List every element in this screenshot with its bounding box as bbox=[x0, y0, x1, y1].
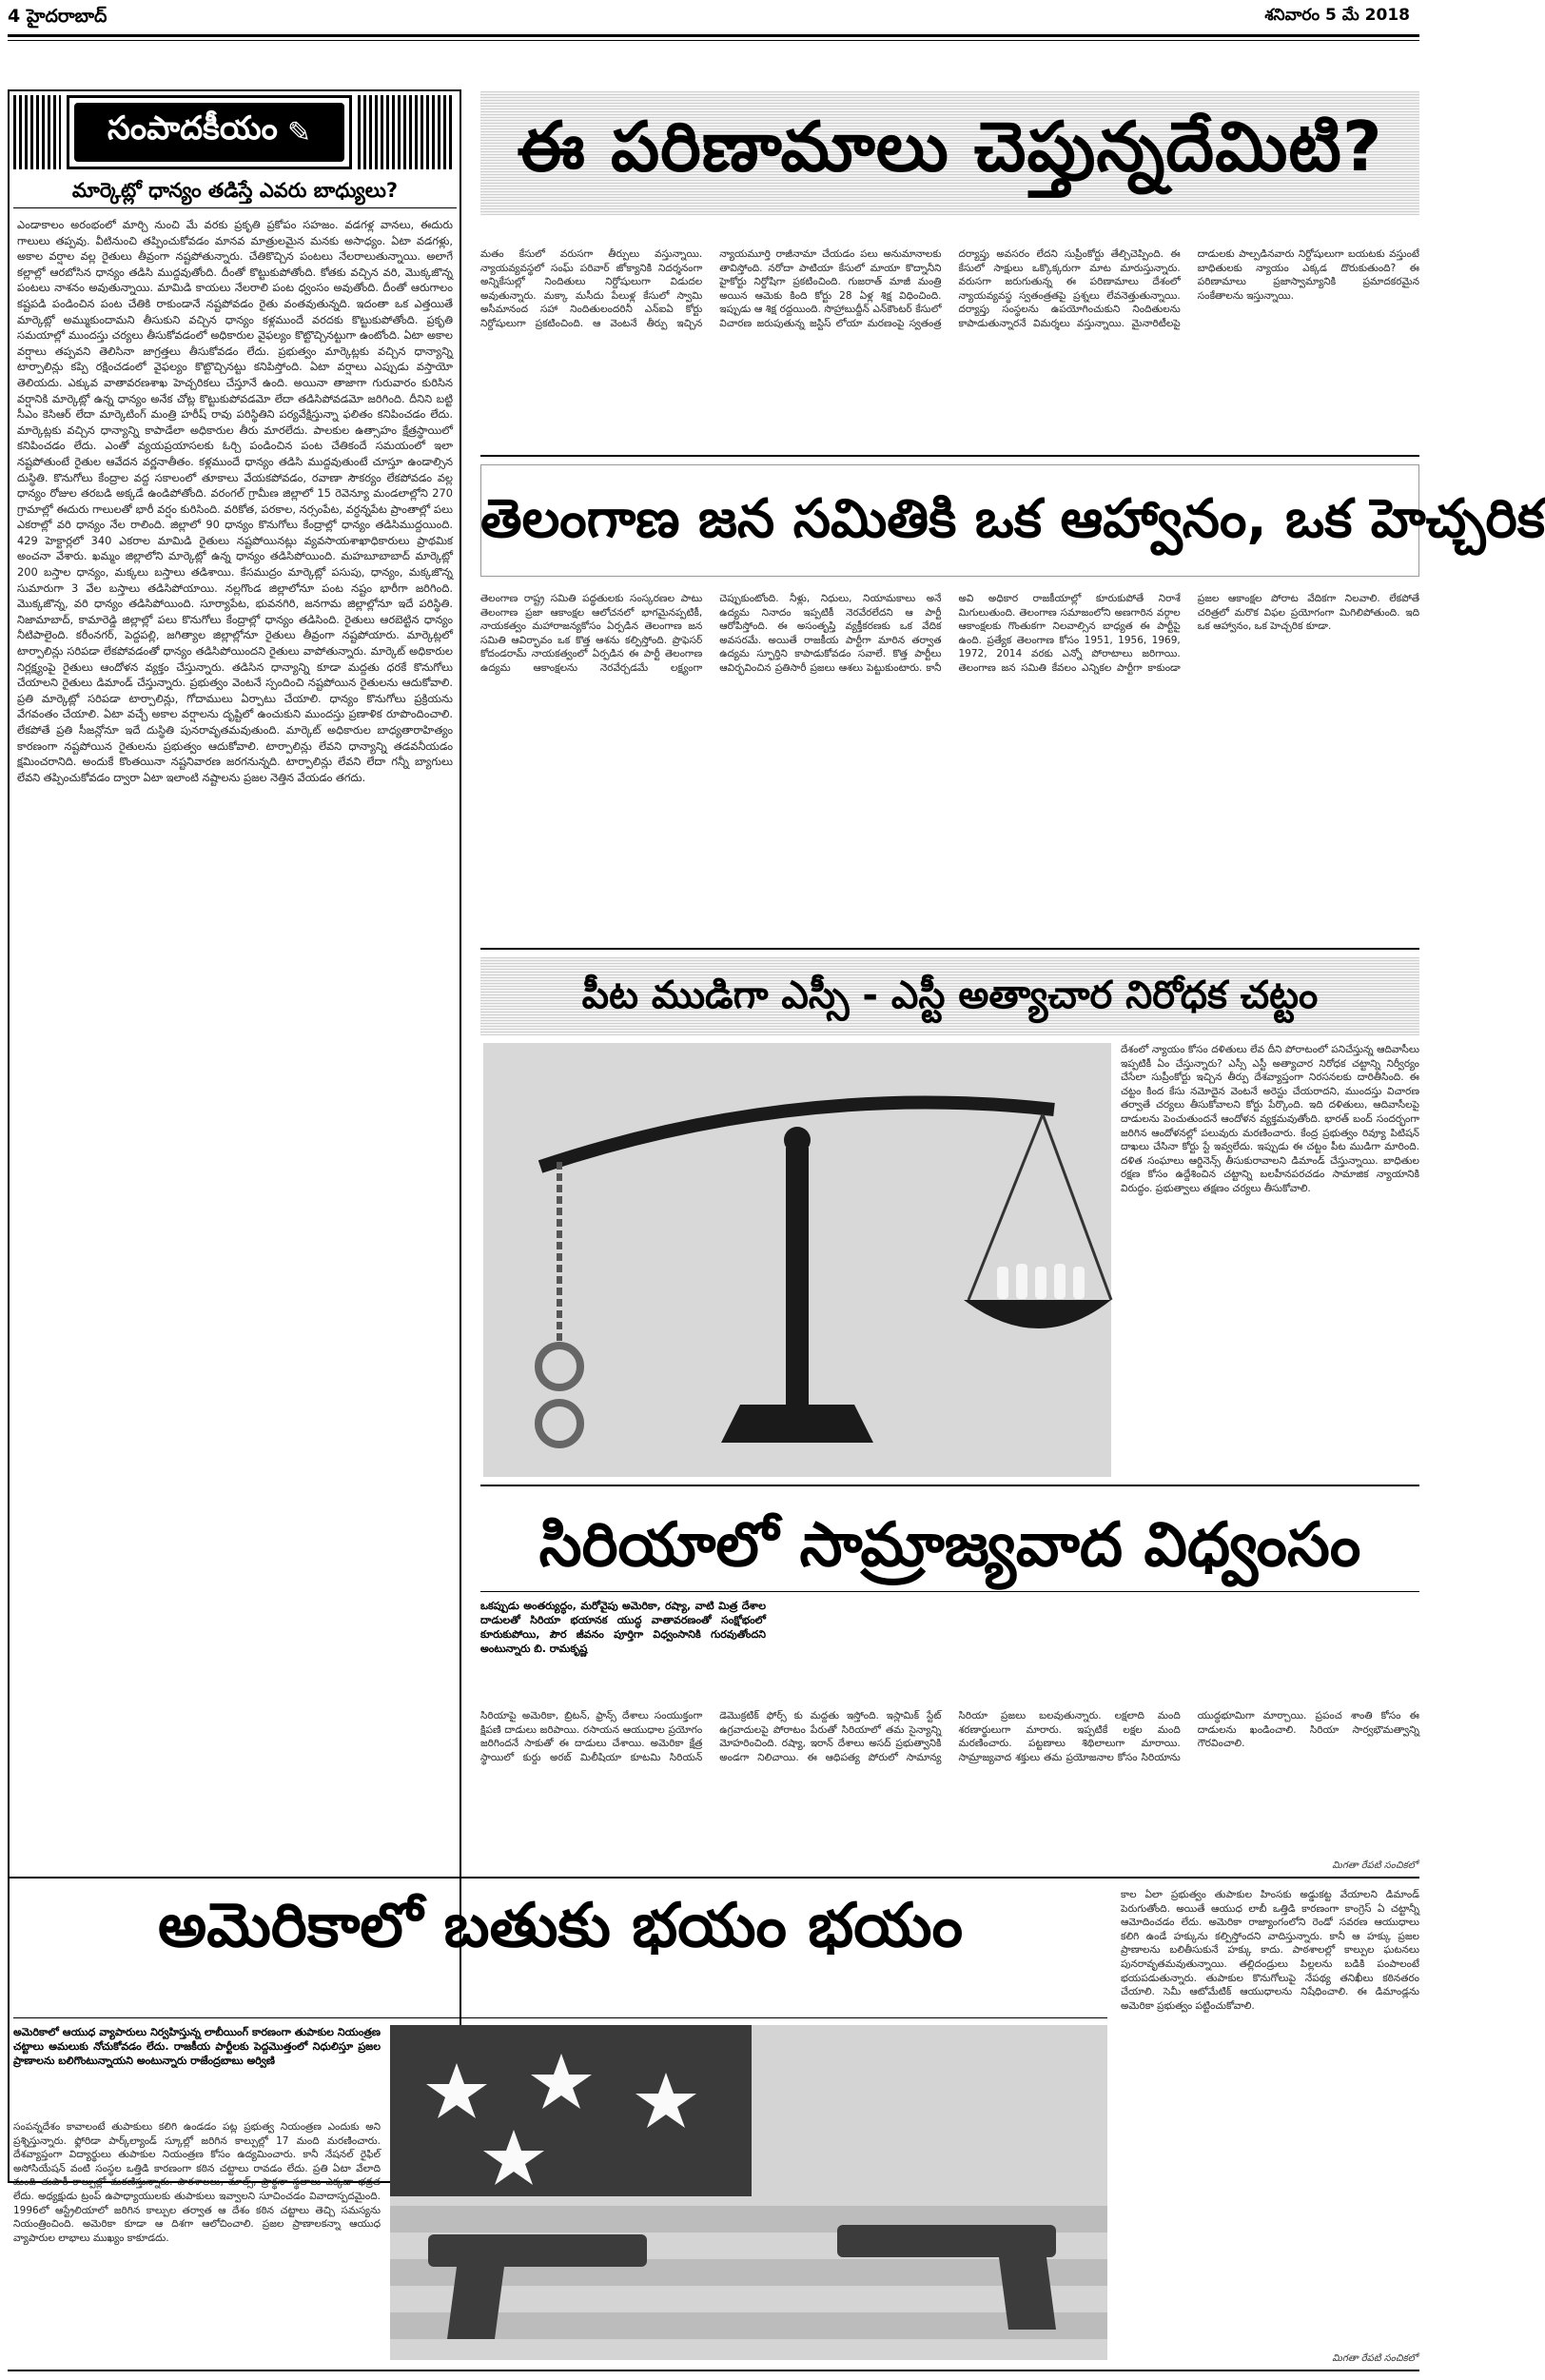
header-rule bbox=[8, 34, 1419, 37]
article4-headline: సిరియాలో సామ్రాజ్యవాద విధ్వంసం bbox=[538, 1510, 1361, 1581]
article4-headline-rule bbox=[480, 1591, 1419, 1592]
article3-bottom-rule bbox=[480, 1485, 1419, 1486]
editorial-badge-pattern bbox=[13, 95, 61, 169]
scales-of-justice-illustration bbox=[483, 1043, 1111, 1477]
handgun-flag-icon bbox=[390, 2025, 1107, 2360]
article1-bottom-rule bbox=[480, 455, 1419, 457]
header-rule-thin bbox=[8, 40, 1419, 41]
article5-continued: మిగతా రేపటి సంచికలో bbox=[1332, 2353, 1418, 2364]
scales-of-justice-icon bbox=[483, 1043, 1111, 1477]
issue-date: శనివారం 5 మే 2018 bbox=[1264, 6, 1410, 25]
article5-lead: అమెరికాలో ఆయుధ వ్యాపారులు నిర్వహిస్తున్న లాబీయింగ్ కారణంగా తుపాకుల నియంత్రణ చట్టాలు అమలుకు నోచుకోవడం లేదు. రాజకీయ పార్టీలకు పెద్దమొత్తంలో నిధులిస్తూ ప్రజల ప్రాణాలను బలిగొంటున్నాయని అంటున్నారు రాజేంద్రబాబు అర్విణి bbox=[13, 2026, 381, 2067]
editorial-headline: మార్కెట్లో ధాన్యం తడిస్తే ఎవరు బాధ్యులు? bbox=[71, 179, 399, 202]
editorial-headline-rule bbox=[13, 207, 457, 208]
editorial-body: ఎండాకాలం అరంభంలో మార్చి నుంచి మే వరకు ప్రకృతి ప్రకోపం సహజం. వడగళ్ల వానలు, ఈదురు గాలులు తప్పవు. వీటినుంచి తప్పించుకోవడం మానవ మాత్రులమైన మనకు అసాధ్యం. ఏటా వడగళ్లు, అకాల వర్షాల వల్ల రైతులు తీవ్రంగా నష్టపోతున్నారు. చేతికొచ్చిన పంటలు నేలరాలుతున్నాయి. అలాగే కల్లాల్లో ఆరబోసిన ధాన్యం తడిసి ముద్దవుతోంది. దీంతో కొట్టుకుపోతోంది. కోతకు వచ్చిన వరి, మొక్కజొన్న పంటలు నాశనం అవుతున్నాయి. మామిడి కాయలు నేలరాలి పంట ధ్వంసం అవుతోంది. దీంతో ఆరుగాలం కష్టపడి పండించిన పంట చేతికి రాకుండానే నష్టపోవడం రైతు వంతవుతున్నది. ఇదంతా ఒక ఎత్తయితే మార్కెట్లో అమ్ముకుందామని తీసుకుని వచ్చిన ధాన్యం కళ్లముందే వరదకు కొట్టుకుపోతోంది. ప్రకృతి సమయాల్లో ముందస్తు చర్యలు తీసుకోవడంలో అధికారుల వైఫల్యం కొట్టొచ్చినట్టుగా ఉంటోంది. ఏటా అకాల వర్షాలు తప్పవని తెలిసినా జాగ్రత్తలు తీసుకోవడం లేదు. ప్రభుత్వం మార్కెట్లకు వచ్చిన ధాన్యాన్ని టార్పాలిన్లు కప్పి రక్షించడంలో వైఫల్యం కొట్టొచ్చినట్టు కనిపిస్తోంది. ఏటా వర్షాలు ఎప్పుడు వస్తాయో తెలియదు. ఎక్కువ వాతావరణశాఖ హెచ్చరికలు చేస్తూనే ఉంది. అయినా తాజాగా గురువారం కురిసిన వర్షానికి మార్కెట్లో ఉన్న ధాన్యం అనేక చోట్ల కొట్టుకుపోవడమో లేదా తడిసిపోవడమో జరిగింది. దీనిని బట్టి సీఎం కెసిఆర్ లేదా మార్కెటింగ్ మంత్రి హరీష్ రావు పరిస్థితిని పర్యవేక్షిస్తున్నా ఫలితం కనిపించడం లేదు. మార్కెట్లకు వచ్చిన ధాన్యాన్ని కాపాడేలా అధికారుల తీరు మారలేదు. పాలకుల ఉత్సాహం క్షేత్రస్థాయిలో కనిపించడం లేదు. ఎంతో వ్యయప్రయాసలకు ఓర్చి పండించిన పంట చేతికందే సమయంలో ఇలా నష్టపోతుంటే రైతుల ఆవేదన వర్ణనాతీతం. కళ్లముందే ధాన్యం తడిసి ముద్దవుతుంటే చూస్తూ ఉండాల్సిన దుస్థితి. కొనుగోలు కేంద్రాల వద్ద సకాలంలో తూకాలు వేయకపోవడం, రవాణా సౌకర్యం లేకపోవడం వల్ల ధాన్యం రోజుల తరబడి అక్కడే ఉండిపోతోంది. వరంగల్ గ్రామీణ జిల్లాలో 15 రెవెన్యూ మండలాల్లోని 270 గ్రామాల్లో ఈదురు గాలులతో భారీ వర్షం కురిసింది. వరికోత, పరకాల, నర్సంపేట, వర్ధన్నపేట ప్రాంతాల్లో పలు ఎకరాల్లో వరి ధాన్యం నేల రాలింది. జిల్లాలో 90 ధాన్యం కొనుగోలు కేంద్రాల్లో ధాన్యం తడిసిముద్దయింది. 429 హెక్టార్లలో 340 ఎకరాల మామిడి రైతులు నష్టపోయినట్లు వ్యవసాయశాఖాధికారులు ప్రాథమిక అంచనా వేశారు. ఖమ్మం జిల్లాలోని మార్కెట్లో ఉన్న ధాన్యం తడిసిపోయింది. మహబూబాబాద్ మార్కెట్లో 200 బస్తాల ధాన్యం, మక్కలు బస్తాలు తడిశాయి. కేసముద్రం మార్కెట్లో పసుపు, ధాన్యం, మక్కజొన్న సుమారుగా 3 వేల బస్తాలు తడిసిపోయాయి. నల్లగొండ జిల్లాలోనూ పంట నష్టం భారీగా జరిగింది. మొక్కజొన్న, వరి ధాన్యం తడిసిపోయింది. సూర్యాపేట, భువనగిరి, జనగామ జిల్లాల్లోనూ ఇదే పరిస్థితి. నిజామాబాద్, కామారెడ్డి జిల్లాల్లో పలు కొనుగోలు కేంద్రాల్లో ధాన్యం తడిసింది. రైతులు ఆరబెట్టిన ధాన్యం నీటిపాలైంది. కరీంనగర్, పెద్దపల్లి, జగిత్యాల జిల్లాల్లోనూ రైతులు తీవ్రంగా నష్టపోయారు. మార్కెట్లలో టార్పాలిన్లు సరిపడా లేకపోవడంతో ధాన్యం తడిసిపోయిందని రైతులు వాపోతున్నారు. మార్కెట్ అధికారుల నిర్లక్ష్యంపై రైతులు ఆందోళన వ్యక్తం చేస్తున్నారు. తడిసిన ధాన్యాన్ని కూడా మద్దతు ధరకే కొనుగోలు చేయాలని రైతులు డిమాండ్ చేస్తున్నారు. ప్రభుత్వం వెంటనే స్పందించి నష్టపోయిన రైతులను ఆదుకోవాలి. ప్రతి మార్కెట్లో సరిపడా టార్పాలిన్లు, గోదాములు ఏర్పాటు చేయాలి. ధాన్యం కొనుగోలు ప్రక్రియను వేగవంతం చేయాలి. ఏటా వచ్చే అకాల వర్షాలను దృష్టిలో ఉంచుకుని ముందస్తు ప్రణాళిక రూపొందించాలి. లేకపోతే ప్రతి సీజన్లోనూ ఇదే దుస్థితి పునరావృతమవుతుంది. మార్కెట్ అధికారుల బాధ్యతారాహిత్యం కారణంగా నష్టపోయిన రైతులను ప్రభుత్వం ఆదుకోవాలి. టార్పాలిన్లు లేవని ధాన్యాన్ని తడవనీయడం క్షమించరానిది. అందుకే కొంతయినా నష్టనివారణ జరగనున్నది. టార్పాలిన్లు లేవని లేదా గన్నీ బ్యాగులు లేవని తప్పించుకోవడం ద్వారా ఏటా ఇలాంటి నష్టాలను ప్రజల నెత్తిన వేయడం తగదు. bbox=[17, 218, 453, 784]
article5-headline-rule bbox=[13, 2017, 1107, 2018]
article2-body: తెలంగాణ రాష్ట్ర సమితి పద్ధతులకు సంస్కరణల పాటు తెలంగాణ ప్రజా ఆకాంక్షల ఆలోచనలో భాగమైనప్పటికీ, నాయకత్వం మహారాజన్యకోసం ఏర్పడిన తెలంగాణ జన సమితి ఆవిర్భావం ఒక కొత్త ఆశను కల్పిస్తోంది. ప్రొఫెసర్ కోదండరామ్ నాయకత్వంలో ఏర్పడిన ఈ పార్టీ తెలంగాణ ఉద్యమ ఆకాంక్షలను నెరవేర్చడమే లక్ష్యంగా చెప్పుకుంటోంది. నీళ్లు, నిధులు, నియామకాలు అనే ఉద్యమ నినాదం ఇప్పటికీ నెరవేరలేదని ఆ పార్టీ ఆరోపిస్తోంది. ఈ అసంతృప్తి వ్యక్తీకరణకు ఒక వేదిక అవసరమే. అయితే రాజకీయ పార్టీగా మారిన తర్వాత ఉద్యమ స్ఫూర్తిని కాపాడుకోవడం సవాలే. కొత్త పార్టీలు ఆవిర్భవించిన ప్రతిసారీ ప్రజలు ఆశలు పెట్టుకుంటారు. కానీ అవి అధికార రాజకీయాల్లో కూరుకుపోతే నిరాశే మిగులుతుంది. తెలంగాణ సమాజంలోని అణగారిన వర్గాల ఆకాంక్షలకు గొంతుకగా నిలవాల్సిన బాధ్యత ఈ పార్టీపై ఉంది. ప్రత్యేక తెలంగాణ కోసం 1951, 1956, 1969, 1972, 2014 వరకు ఎన్నో పోరాటాలు జరిగాయి. తెలంగాణ జన సమితి కేవలం ఎన్నికల పార్టీగా కాకుండా ప్రజల ఆకాంక్షల పోరాట వేదికగా నిలవాలి. లేకపోతే చరిత్రలో మరొక విఫల ప్రయోగంగా మిగిలిపోతుంది. ఇది ఒక ఆహ్వానం, ఒక హెచ్చరిక కూడా. bbox=[480, 593, 1419, 674]
article1-body: మతం కేసులో వరుసగా తీర్పులు వస్తున్నాయి. న్యాయవ్యవస్థలో సంఘ్ పరివార్ జోక్యానికి నిదర్శనంగా అన్నికేసుల్లో నిందితులు నిర్దోషులుగా విడుదల అవుతున్నారు. మక్కా మసీదు పేలుళ్ల కేసులో స్వామి అసీమానంద సహా నిందితులందరినీ ఎన్ఐఏ కోర్టు నిర్దోషులుగా ప్రకటించింది. ఆ వెంటనే తీర్పు ఇచ్చిన న్యాయమూర్తి రాజీనామా చేయడం పలు అనుమానాలకు తావిస్తోంది. నరోదా పాటియా కేసులో మాయా కొద్నానీని హైకోర్టు నిర్దోషిగా ప్రకటించింది. గుజరాత్ మాజీ మంత్రి అయిన ఆమెకు కింది కోర్టు 28 ఏళ్ల శిక్ష విధించింది. ఇప్పుడు ఆ శిక్ష రద్దయింది. సొహ్రాబుద్దీన్ ఎన్‌కౌంటర్ కేసులో విచారణ జరుపుతున్న జస్టిస్ లోయా మరణంపై స్వతంత్ర దర్యాప్తు అవసరం లేదని సుప్రీంకోర్టు తేల్చిచెప్పింది. ఈ కేసులో సాక్షులు ఒక్కొక్కరుగా మాట మారుస్తున్నారు. వరుసగా జరుగుతున్న ఈ పరిణామాలు దేశంలో న్యాయవ్యవస్థ స్వతంత్రతపై ప్రశ్నలు లేవనెత్తుతున్నాయి. దర్యాప్తు సంస్థలను ఉపయోగించుకుని నిందితులను కాపాడుతున్నారనే విమర్శలు వస్తున్నాయి. మైనారిటీలపై దాడులకు పాల్పడినవారు నిర్దోషులుగా బయటకు వస్తుంటే బాధితులకు న్యాయం ఎక్కడ దొరుకుతుంది? ఈ పరిణామాలు ప్రజాస్వామ్యానికి ప్రమాదకరమైన సంకేతాలను ఇస్తున్నాయి. bbox=[480, 248, 1419, 329]
article2-bottom-rule bbox=[480, 948, 1419, 950]
article5-body-right: కాల ఏలా ప్రభుత్వం తుపాకుల హింసకు అడ్డుకట్ట వేయాలని డిమాండ్ పెరుగుతోంది. అయితే ఆయుధ లాబీ ఒత్తిడి కారణంగా కాంగ్రెస్ ఏ చట్టాన్నీ ఆమోదించడం లేదు. అమెరికా రాజ్యాంగంలోని రెండో సవరణ ఆయుధాలు కలిగి ఉండే హక్కును కల్పిస్తోందని వాదిస్తున్నారు. కానీ ఆ హక్కు ప్రజల ప్రాణాలను బలితీసుకునే హక్కు కాదు. పాఠశాలల్లో కాల్పుల ఘటనలు పునరావృతమవుతున్నాయి. తల్లిదండ్రులు పిల్లలను బడికి పంపాలంటే భయపడుతున్నారు. తుపాకుల కొనుగోలుపై నేపథ్య తనిఖీలు కఠినతరం చేయాలి. సెమీ ఆటోమేటిక్ ఆయుధాలను నిషేధించాలి. ఈ డిమాండ్లను అమెరికా ప్రభుత్వం పట్టించుకోవాలి. bbox=[1121, 1889, 1419, 2012]
page-number-city: 4 హైదరాబాద్ bbox=[8, 6, 108, 27]
editorial-badge-pattern-right bbox=[358, 95, 455, 169]
article3-headline: పీట ముడిగా ఎస్సీ - ఎస్టీ అత్యాచార నిరోధక చట్టం bbox=[581, 974, 1319, 1017]
article4-body: సిరియాపై అమెరికా, బ్రిటన్, ఫ్రాన్స్ దేశాలు సంయుక్తంగా క్షిపణి దాడులు జరిపాయి. రసాయన ఆయుధాల ప్రయోగం జరిగిందనే సాకుతో ఈ దాడులు చేశాయి. అమెరికా క్షేత్ర స్థాయిలో కుర్దు అరబ్ మిలీషియా కూటమి సిరియన్ డెమొక్రటిక్ ఫోర్స్ కు మద్దతు ఇస్తోంది. ఇస్లామిక్ స్టేట్ ఉగ్రవాదులపై పోరాటం పేరుతో సిరియాలో తమ సైన్యాన్ని మోహరించింది. రష్యా, ఇరాన్ దేశాలు అసద్ ప్రభుత్వానికి అండగా నిలిచాయి. ఈ ఆధిపత్య పోరులో సామాన్య సిరియా ప్రజలు బలవుతున్నారు. లక్షలాది మంది శరణార్థులుగా మారారు. ఇప్పటికే లక్షల మంది మరణించారు. పట్టణాలు శిథిలాలుగా మారాయి. సామ్రాజ్యవాద శక్తులు తమ ప్రయోజనాల కోసం సిరియాను యుద్ధభూమిగా మార్చాయి. ప్రపంచ శాంతి కోసం ఈ దాడులను ఖండించాలి. సిరియా సార్వభౌమత్వాన్ని గౌరవించాలి. bbox=[480, 1710, 1419, 1763]
article3-body: దేశంలో న్యాయం కోసం దళితులు లేవ దీని పోరాటంలో పనిచేస్తున్న ఆదివాసీలు ఇప్పటికీ ఏం చేస్తున్నారు? ఎస్సీ ఎస్టీ అత్యాచార నిరోధక చట్టాన్ని నిర్వీర్యం చేసేలా సుప్రీంకోర్టు ఇచ్చిన తీర్పు దేశవ్యాప్తంగా నిరసనలకు దారితీసింది. ఈ చట్టం కింద కేసు నమోదైన వెంటనే అరెస్టు చేయరాదని, ముందస్తు విచారణ తర్వాతే చర్యలు తీసుకోవాలని కోర్టు పేర్కొంది. ఇది దళితులు, ఆదివాసీలపై దాడులను పెంచుతుందనే ఆందోళన వ్యక్తమవుతోంది. భారత్ బంద్ సందర్భంగా జరిగిన ఆందోళనల్లో పలువురు మరణించారు. కేంద్ర ప్రభుత్వం రివ్యూ పిటిషన్ దాఖలు చేసినా కోర్టు స్టే ఇవ్వలేదు. ఇప్పుడు ఈ చట్టం పీట ముడిగా మారింది. దళిత సంఘాలు ఆర్డినెన్స్ తీసుకురావాలని డిమాండ్ చేస్తున్నాయి. బాధితుల రక్షణ కోసం ఉద్దేశించిన చట్టాన్ని బలహీనపరచడం సామాజిక న్యాయానికి విరుద్ధం. ప్రభుత్వాలు తక్షణం చర్యలు తీసుకోవాలి. bbox=[1121, 1044, 1419, 1194]
pen-icon: ✎ bbox=[286, 115, 311, 149]
article2-headline: తెలంగాణ జన సమితికి ఒక ఆహ్వానం, ఒక హెచ్చరిక bbox=[480, 488, 1545, 550]
article4-lead: ఒకప్పుడు అంతర్యుద్ధం, మరోవైపు అమెరికా, రష్యా, వాటి మిత్ర దేశాల దాడులతో సిరియా భయానక యుద్ధ వాతావరణంతో సంక్షోభంలో కూరుకుపోయి, పౌర జీవనం పూర్తిగా విధ్వంసానికి గురవుతోందని అంటున్నారు బి. రామకృష్ణ bbox=[480, 1600, 766, 1655]
article4-continued: మిగతా రేపటి సంచికలో bbox=[1332, 1860, 1418, 1871]
article4-bottom-rule bbox=[8, 1877, 1419, 1878]
article5-headline: అమెరికాలో బతుకు భయం భయం bbox=[157, 1891, 964, 1961]
page-bottom-rule bbox=[8, 2370, 1419, 2371]
article5-body: సంపన్నదేశం కావాలంటే తుపాకులు కలిగి ఉండడం పట్ల ప్రభుత్వ నియంత్రణ ఎందుకు అని ప్రశ్నిస్తున్నారు. ఫ్లోరిడా పార్క్‌ల్యాండ్ స్కూల్లో జరిగిన కాల్పుల్లో 17 మంది మరణించారు. దేశవ్యాప్తంగా విద్యార్థులు తుపాకుల నియంత్రణ కోసం ఉద్యమించారు. కానీ నేషనల్ రైఫిల్ అసోసియేషన్ వంటి సంస్థల ఒత్తిడి కారణంగా కఠిన చట్టాలు రావడం లేదు. ప్రతి ఏటా వేలాది మంది తుపాకీ కాల్పుల్లో మరణిస్తున్నారు. పాఠశాలలు, మాల్స్, ప్రార్థనా స్థలాలు ఎక్కడా భద్రత లేదు. అధ్యక్షుడు ట్రంప్ ఉపాధ్యాయులకు తుపాకులు ఇవ్వాలని సూచించడం వివాదాస్పదమైంది. 1996లో ఆస్ట్రేలియాలో జరిగిన కాల్పుల తర్వాత ఆ దేశం కఠిన చట్టాలు తెచ్చి సమస్యను నియంత్రించింది. అమెరికా కూడా ఆ దిశగా ఆలోచించాలి. ప్రజల ప్రాణాలకన్నా ఆయుధ వ్యాపారుల లాభాలు ముఖ్యం కాకూడదు. bbox=[13, 2121, 381, 2244]
editorial-badge-label: సంపాదకీయం bbox=[107, 109, 278, 148]
editorial-badge bbox=[67, 95, 352, 169]
article1-headline: ఈ పరిణామాలు చెప్తున్నదేమిటి? bbox=[517, 107, 1383, 187]
guns-and-flag-photo bbox=[390, 2025, 1107, 2360]
